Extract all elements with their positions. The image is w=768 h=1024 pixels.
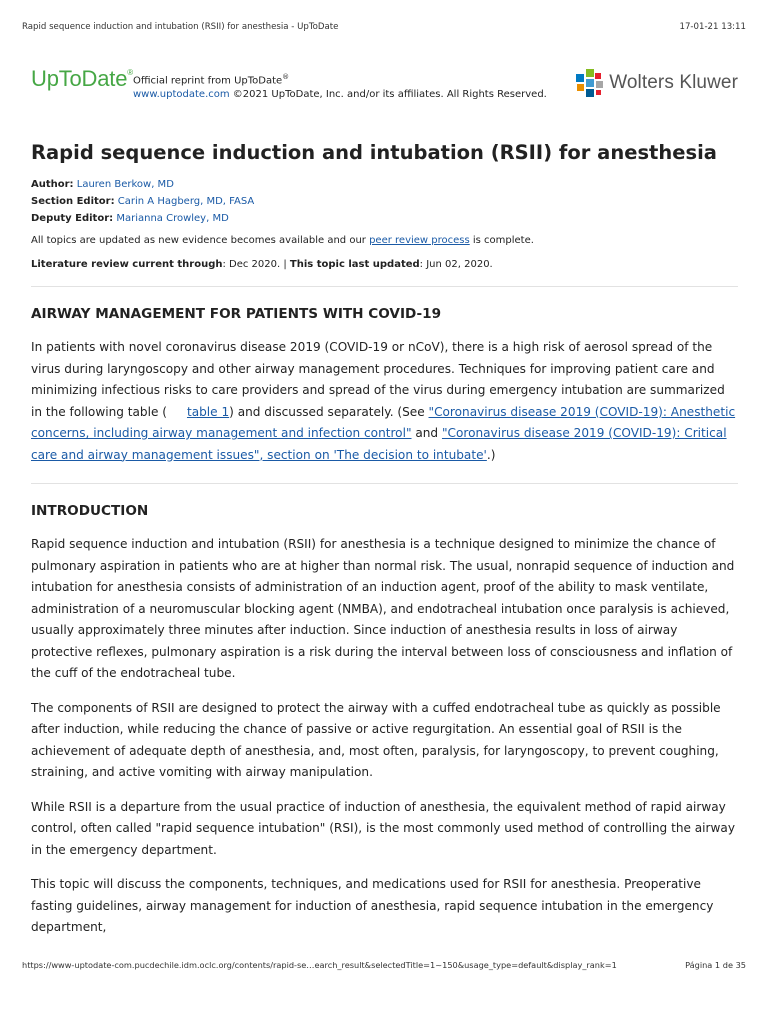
reprint-label: Official reprint from UpToDate	[133, 75, 283, 87]
reprint-notice: Official reprint from UpToDate® www.uptodate.com ©2021 UpToDate, Inc. and/or its affiliates. All Rights Reserved.	[133, 73, 547, 101]
divider	[31, 483, 738, 484]
deputy-editor-label: Deputy Editor:	[31, 213, 114, 224]
divider	[31, 286, 738, 287]
publisher-name: Wolters Kluwer	[609, 72, 738, 93]
section-heading-introduction: INTRODUCTION	[31, 503, 149, 519]
author-row	[31, 176, 738, 193]
intro-paragraph-4: This topic will discuss the components, techniques, and medications used for RSII for anesthesia. Preoperative fasting guidelines, airway management for induction of anesthesia, rapid sequence intubation in the emergency department,	[31, 877, 714, 934]
intro-paragraph-2: The components of RSII are designed to protect the airway with a cuffed endotracheal tube as quickly as possible after induction, while reducing the chance of passive or active regurgitation. An essential goal of RSII is the achievement of adequate depth of anesthesia, and, most often, paralysis, for laryngoscopy, to prevent coughing, straining, and active vomiting with airway manipulation.	[31, 700, 721, 779]
site-link[interactable]: www.uptodate.com	[133, 89, 230, 101]
updated-label: This topic last updated	[289, 259, 420, 270]
covid-paragraph: In patients with novel coronavirus disease 2019 (COVID-19 or nCoV), there is a high risk of aerosol spread of the virus during laryngoscopy and other airway management procedures. Techniques for improving patient care and minimizing infectious risks to care providers and spread of the virus during emergency intubation are summarized in the following table ( table 1) and discussed separately. (See "Coronavirus disease 2019 (COVID-19): Anesthetic concerns, including airway management and infection control" and "Coronavirus disease 2019 (COVID-19): Critical care and airway management issues", section on 'The decision to intubate'.)	[31, 340, 736, 462]
review-value: : Dec 2020. |	[222, 259, 290, 270]
covid-critical-care-link[interactable]: "Coronavirus disease 2019 (COVID-19): Critical care and airway management issues", section on 'The decision to intubate'	[31, 426, 727, 462]
publisher-logo[interactable]	[575, 68, 738, 98]
author-link[interactable]: Lauren Berkow, MD	[76, 179, 174, 190]
print-footer-page: Página 1 de 35	[685, 960, 746, 970]
wolters-kluwer-logo-icon	[575, 68, 605, 98]
article-content	[31, 140, 738, 939]
print-footer	[22, 960, 746, 974]
review-label: Literature review current through	[31, 259, 223, 270]
table-1-link[interactable]: table 1	[186, 404, 230, 419]
intro-paragraph-3: While RSII is a departure from the usual practice of induction of anesthesia, the equivalent method of rapid airway control, often called "rapid sequence intubation" (RSI), is the most commonly used method of controlling the airway in the emergency department.	[31, 799, 735, 857]
print-header-datetime: 17-01-21 13:11	[679, 22, 746, 32]
page-title: Rapid sequence induction and intubation (RSII) for anesthesia	[31, 141, 717, 164]
peer-review-link[interactable]: peer review process	[369, 235, 470, 246]
print-header	[22, 22, 746, 36]
article-meta	[31, 176, 738, 227]
updated-value: : Jun 02, 2020.	[419, 259, 493, 270]
section-editor-label: Section Editor:	[31, 196, 115, 207]
section-heading-covid: AIRWAY MANAGEMENT FOR PATIENTS WITH COVID-19	[31, 306, 442, 322]
covid-anesthetic-concerns-link[interactable]: "Coronavirus disease 2019 (COVID-19): Anesthetic concerns, including airway management and infection control"	[31, 404, 736, 440]
author-label: Author:	[31, 179, 74, 190]
intro-paragraph-1: Rapid sequence induction and intubation (RSII) for anesthesia is a technique designed to minimize the chance of pulmonary aspiration in patients who are at higher than normal risk. The usual, nonrapid sequence of induction and intubation for anesthesia consists of administration of an induction agent, proof of the ability to mask ventilate, administration of a neuromuscular blocking agent (NMBA), and endotracheal intubation once paralysis is achieved, usually approximately three minutes after induction. Since induction of anesthesia results in loss of airway protective reflexes, pulmonary aspiration is a risk during the interval between loss of consciousness and inflation of the cuff of the endotracheal tube.	[31, 537, 735, 680]
section-editor-row	[31, 193, 738, 210]
deputy-editor-link[interactable]: Marianna Crowley, MD	[116, 213, 229, 224]
deputy-editor-row	[31, 210, 738, 227]
copyright-text: ©2021 UpToDate, Inc. and/or its affiliates. All Rights Reserved.	[232, 89, 547, 101]
print-header-title: Rapid sequence induction and intubation (RSII) for anesthesia - UpToDate	[22, 22, 339, 32]
print-footer-url: https://www-uptodate-com.pucdechile.idm.oclc.org/contents/rapid-se…earch_result&selectedTitle=1~150&usage_type=default&display_rank=1	[22, 960, 617, 970]
update-notice: All topics are updated as new evidence becomes available and our peer review process is complete.	[31, 235, 534, 246]
section-editor-link[interactable]: Carin A Hagberg, MD, FASA	[117, 196, 255, 207]
brand-bar	[31, 66, 738, 102]
review-dates	[31, 258, 738, 272]
uptodate-logo[interactable]: UpToDate®	[31, 66, 133, 91]
